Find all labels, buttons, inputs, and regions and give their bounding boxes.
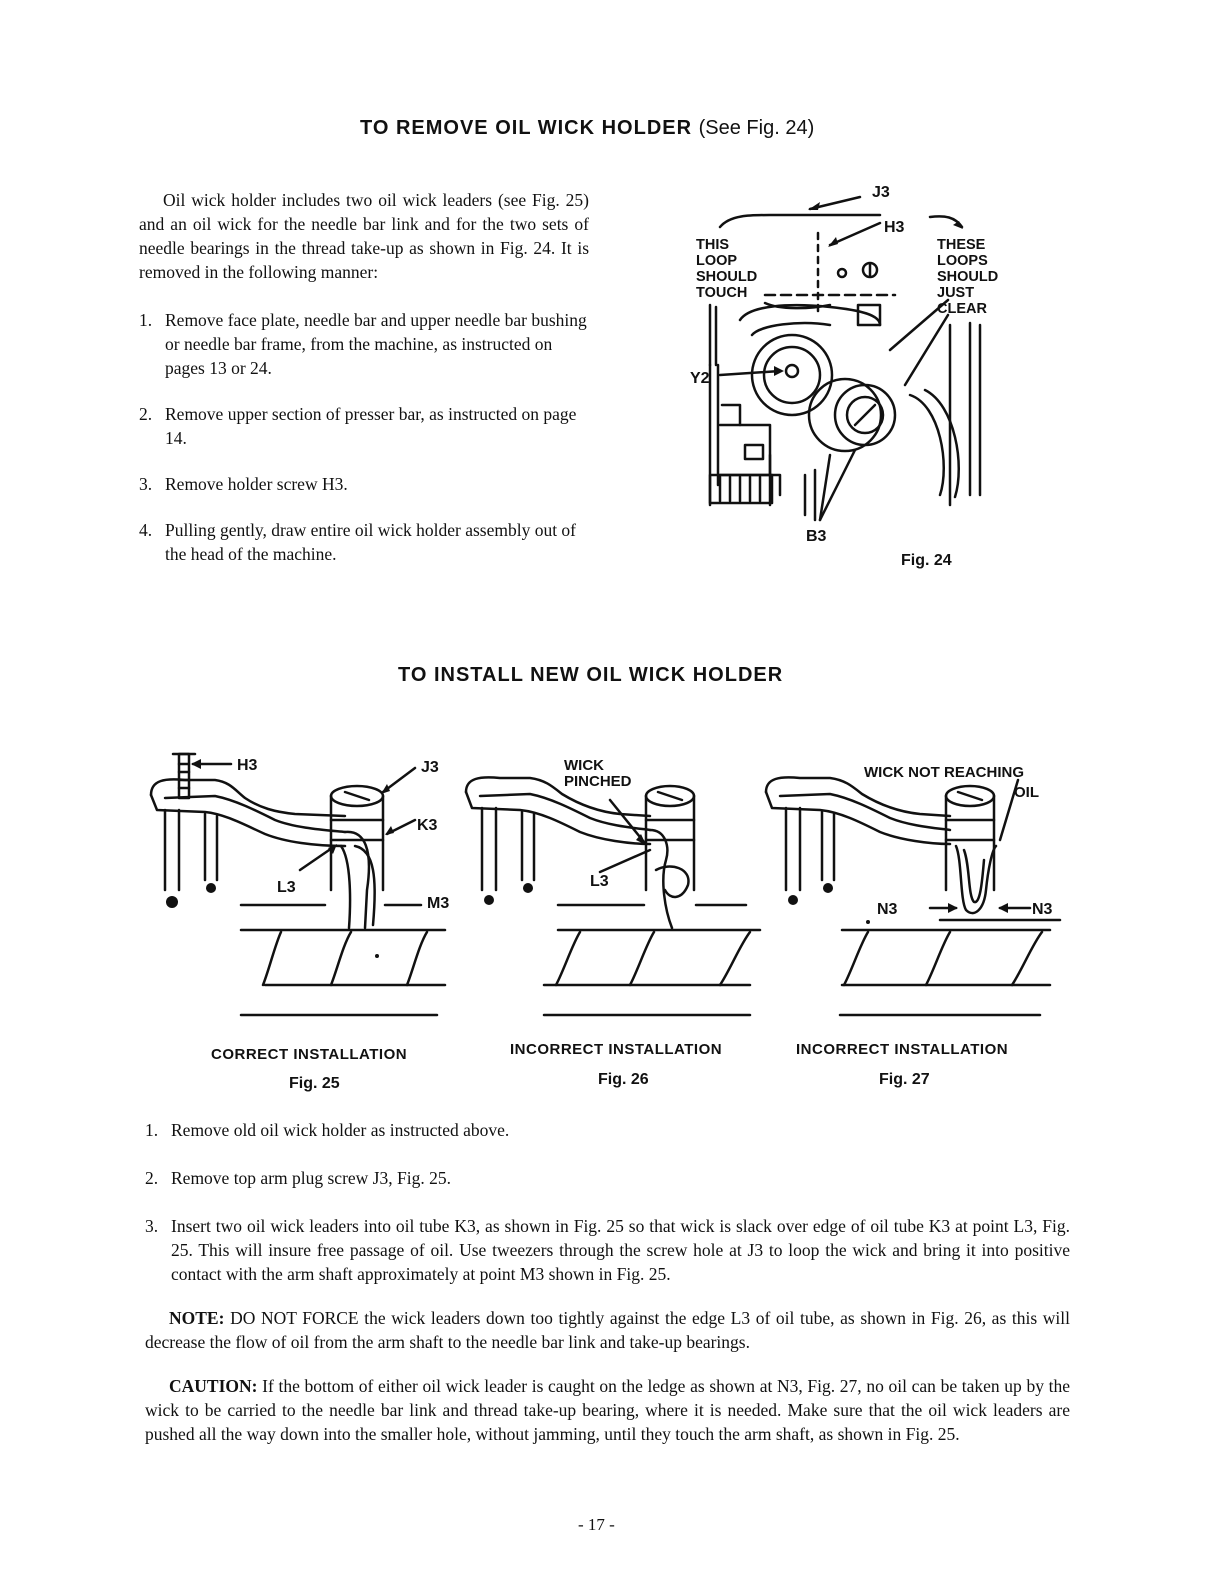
fig24-label-these-loops: THESE [937,237,986,253]
note-label: NOTE: [169,1308,225,1328]
fig26-figno: Fig. 26 [598,1071,649,1088]
fig27-caption: INCORRECT INSTALLATION [796,1041,1009,1058]
step-text: Remove face plate, needle bar and upper needle bar bushing or needle bar frame, from the machine, as instructed on pages 13 or 24. [165,310,587,378]
figure-26 [460,750,790,1088]
fig26-label-l3: L3 [590,873,609,890]
fig24-drawing [680,175,1020,575]
note-paragraph [145,1306,1070,1354]
step-number: 2. [139,404,153,424]
install-instructions [145,1118,1070,1446]
remove-instructions [139,188,589,566]
fig27-label-n3-left: N3 [877,901,898,918]
install-step [145,1166,1070,1190]
fig25-label-j3: J3 [421,759,439,776]
step-text: Remove holder screw H3. [165,474,348,494]
fig25-label-h3: H3 [237,757,258,774]
page-number: - 17 - [578,1515,615,1534]
fig27-label-wick-not-reaching: WICK NOT REACHING [864,764,1024,781]
step-text: Pulling gently, draw entire oil wick holder assembly out of the head of the machine. [165,520,577,564]
intro-paragraph: Oil wick holder includes two oil wick leaders (see Fig. 25) and an oil wick for the needle bar link and for the two sets of needle bearings in the thread take-up as shown in Fig. 24. It is removed in the following manner: [139,190,589,282]
step-number: 4. [139,520,153,540]
section-title-ref: (See Fig. 24) [698,117,815,139]
fig24-label-these-loops: SHOULD [937,269,999,285]
fig25-label-l3: L3 [277,879,296,896]
fig26-label-wick-pinched: WICK [564,757,604,774]
step-number: 1. [145,1120,159,1140]
step-text: Remove upper section of presser bar, as instructed on page 14. [165,404,577,448]
install-steps-list [145,1118,1070,1286]
fig24-label-this-loop: SHOULD [696,269,758,285]
figure-25 [145,750,455,1092]
fig26-label-wick-pinched: PINCHED [564,773,632,790]
section-title-install: TO INSTALL NEW OIL WICK HOLDER [398,664,784,686]
fig24-label-this-loop: LOOP [696,253,738,269]
section-title-remove [360,117,814,140]
fig25-label-m3: M3 [427,895,450,912]
fig26-caption: INCORRECT INSTALLATION [510,1041,723,1058]
remove-step [139,518,589,566]
fig24-label-y2: Y2 [690,370,710,387]
step-number: 3. [145,1216,159,1236]
step-text: Insert two oil wick leaders into oil tube K3, as shown in Fig. 25 so that wick is slack over edge of oil tube K3 at point L3, Fig. 25. This will insure free passage of oil. Use tweezers through the screw hole at J3 to loop the wick and bring it into positive contact with the arm shaft approximately at point M3 shown in Fig. 25. [171,1216,1070,1284]
remove-step [139,402,589,450]
fig24-label-h3: H3 [884,219,905,236]
remove-step [139,308,589,380]
fig25-caption: CORRECT INSTALLATION [211,1046,408,1063]
fig24-label-this-loop: TOUCH [696,285,748,301]
fig24-label-these-loops: LOOPS [937,253,988,269]
fig24-label-these-loops: JUST [937,285,975,301]
fig27-drawing [760,750,1060,1020]
fig24-label-b3: B3 [806,528,827,545]
fig24-label-these-loops: CLEAR [937,301,987,317]
figure-24 [680,175,1020,575]
fig26-drawing [460,750,790,1020]
install-step [145,1118,1070,1142]
section-title-text: TO REMOVE OIL WICK HOLDER [360,117,693,139]
step-text: Remove old oil wick holder as instructed above. [171,1120,510,1140]
fig24-caption: Fig. 24 [901,552,952,569]
step-number: 1. [139,310,153,330]
caution-paragraph [145,1374,1070,1446]
install-step [145,1214,1070,1286]
fig27-label-n3-right: N3 [1032,901,1053,918]
fig25-drawing [145,750,455,1020]
fig27-figno: Fig. 27 [879,1071,930,1088]
note-text: DO NOT FORCE the wick leaders down too tightly against the edge L3 of oil tube, as shown in Fig. 26, as this will decrease the flow of oil from the arm shaft to the needle bar link and take-up bearings. [145,1308,1071,1352]
caution-text: If the bottom of either oil wick leader is caught on the ledge as shown at N3, Fig. 27, no oil can be taken up by the wick to be carried to the needle bar link and thread take-up bearing, where it is needed. Make sure that the oil wick leaders are pushed all the way down into the smaller hole, without jamming, until they touch the arm shaft, as shown in Fig. 25. [145,1376,1071,1444]
step-number: 2. [145,1168,159,1188]
fig25-label-k3: K3 [417,817,438,834]
remove-steps-list [139,308,589,566]
fig25-figno: Fig. 25 [289,1075,340,1092]
caution-label: CAUTION: [169,1376,258,1396]
step-number: 3. [139,474,153,494]
figure-27 [760,750,1060,1088]
fig24-label-j3: J3 [872,184,890,201]
fig27-label-oil: OIL [1014,784,1039,801]
fig24-label-this-loop: THIS [696,237,730,253]
remove-step [139,472,589,496]
step-text: Remove top arm plug screw J3, Fig. 25. [171,1168,451,1188]
